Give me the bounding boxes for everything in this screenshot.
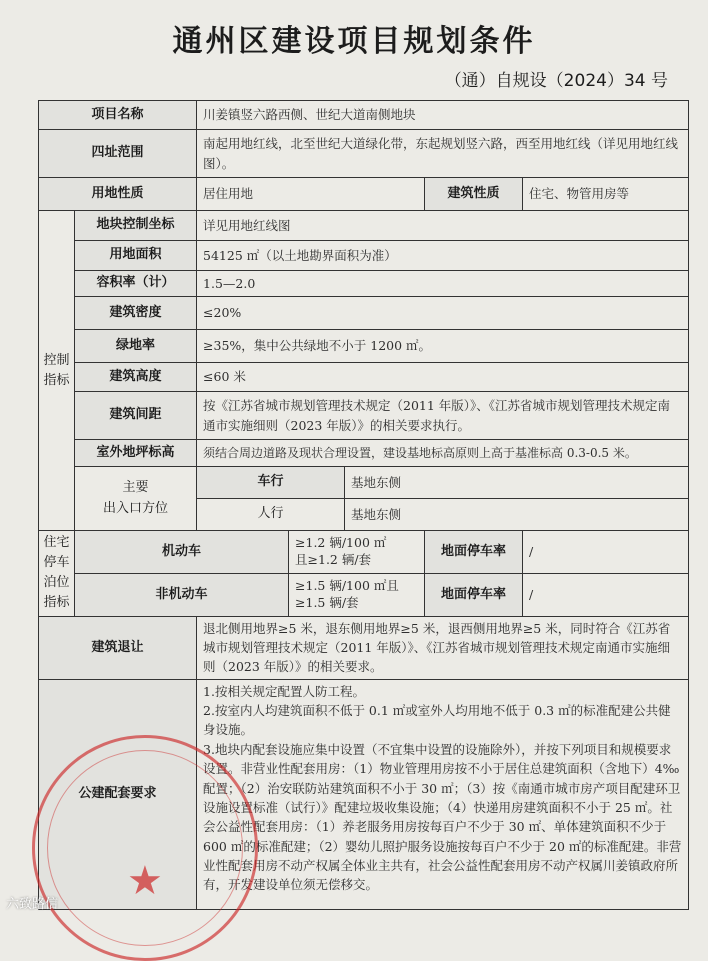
- elevation-label: 室外地坪标高: [75, 440, 197, 467]
- seal-star-icon: ★: [127, 858, 163, 904]
- control-label-1: 控制: [43, 353, 70, 368]
- pedestrian-label: 人行: [197, 499, 345, 531]
- motor-value-2: 且≥1.2 辆/套: [295, 551, 372, 567]
- green-value: ≥35%，集中公共绿地不小于 1200 ㎡。: [197, 330, 689, 363]
- public-item-1: 1.按相关规定配置人防工程。: [203, 683, 365, 699]
- coords-label: 地块控制坐标: [75, 211, 197, 241]
- entrance-label-2: 出入口方位: [103, 500, 169, 516]
- public-item-2: 2.按室内人均建筑面积不低于 0.1 ㎡或室外人均用地不低于 0.3 ㎡的标准配建公共健身设施。: [203, 703, 671, 738]
- building-type-label: 建筑性质: [425, 178, 523, 211]
- public-item-3: 3.地块内配套设施应集中设置（不宜集中设置的设施除外），并按下列项目和规模要求设置。非营业性配套用房：（1）物业管理用房按不小于居住总建筑面积（含地下）4‰配置；（2）治安联防站建筑面积不小于 30 ㎡；（3）按《南通市城市房产项目配建环卫设施设置标准（试行）》配建垃圾收集设施；（4）快递用房建筑面积不小于 25 ㎡。社会公益性配套用房：（1）养老服务用房按每百户不少于 30 ㎡、单体建筑面积不少于 600 ㎡的标准配建；（2）婴幼儿照护服务设施按每百户不少于 20 ㎡的标准配建。非营业性配套用房不动产权属全体业主共有，社会公益性配套用房不动产权属川姜镇政府所有，开发建设单位须无偿移交。: [203, 741, 682, 893]
- setback-value: 退北侧用地界≥5 米，退东侧用地界≥5 米，退西侧用地界≥5 米，同时符合《江苏省城市规划管理技术规定（2011 年版）》、《江苏省城市规划管理技术规定南通市实施细则（2023 年版）》的相关要求。: [197, 616, 689, 679]
- density-label: 建筑密度: [75, 297, 197, 330]
- project-name-value: 川姜镇竖六路西侧、世纪大道南侧地块: [197, 101, 689, 130]
- parking-label-1: 住宅: [43, 535, 70, 550]
- watermark: 六致路信: [6, 897, 59, 912]
- pedestrian-value: 基地东侧: [345, 499, 689, 531]
- row-far: [39, 271, 689, 297]
- row-green: [39, 330, 689, 363]
- control-indicators-group: [39, 211, 75, 531]
- land-use-label: 用地性质: [39, 178, 197, 211]
- row-spacing: [39, 392, 689, 440]
- row-parking-nonmotor: [39, 573, 689, 616]
- project-name-label: 项目名称: [39, 101, 197, 130]
- public-facilities-label: 公建配套要求: [39, 679, 197, 909]
- entrance-label-1: 主要: [122, 480, 149, 496]
- height-value: ≤60 米: [197, 363, 689, 392]
- document-number: （通）自规设（2024）34 号: [444, 71, 668, 91]
- motor-value-1: ≥1.2 辆/100 ㎡: [295, 535, 387, 551]
- row-height: [39, 363, 689, 392]
- building-type-value: 住宅、物管用房等: [523, 178, 689, 211]
- nonmotor-label: 非机动车: [75, 573, 289, 616]
- green-label: 绿地率: [75, 330, 197, 363]
- vehicle-value: 基地东侧: [345, 467, 689, 499]
- elevation-value: 须结合周边道路及现状合理设置，建设基地标高原则上高于基准标高 0.3-0.5 米。: [197, 440, 689, 467]
- motor-value: [289, 531, 425, 574]
- far-label: 容积率（计）: [75, 271, 197, 297]
- row-area: [39, 241, 689, 271]
- nonmotor-value-1: ≥1.5 辆/100 ㎡且: [295, 577, 399, 593]
- nonmotor-surface-label: 地面停车率: [425, 573, 523, 616]
- entrance-label: [75, 467, 197, 531]
- motor-surface-value: /: [523, 531, 689, 574]
- page-title: 通州区建设项目规划条件: [172, 24, 536, 59]
- area-value: 54125 ㎡（以土地勘界面积为准）: [197, 241, 689, 271]
- motor-label: 机动车: [75, 531, 289, 574]
- row-coords: [39, 211, 689, 241]
- planning-conditions-table: [38, 100, 689, 910]
- row-public-facilities: [39, 679, 689, 909]
- row-project-name: [39, 101, 689, 130]
- row-entrance-vehicle: [39, 467, 689, 499]
- motor-surface-label: 地面停车率: [425, 531, 523, 574]
- boundary-value: 南起用地红线，北至世纪大道绿化带，东起规划竖六路，西至用地红线（详见用地红线图）。: [197, 130, 689, 178]
- control-label-2: 指标: [43, 372, 70, 388]
- nonmotor-value-2: ≥1.5 辆/套: [295, 594, 359, 610]
- boundary-label: 四址范围: [39, 130, 197, 178]
- far-value: 1.5—2.0: [197, 271, 689, 297]
- setback-label: 建筑退让: [39, 616, 197, 679]
- row-setback: [39, 616, 689, 679]
- row-density: [39, 297, 689, 330]
- public-facilities-value: [197, 679, 689, 909]
- nonmotor-value: [289, 573, 425, 616]
- coords-value: 详见用地红线图: [197, 211, 689, 241]
- row-parking-motor: [39, 531, 689, 574]
- parking-label: [39, 531, 75, 617]
- nonmotor-surface-value: /: [523, 573, 689, 616]
- row-land-use: [39, 178, 689, 211]
- height-label: 建筑高度: [75, 363, 197, 392]
- area-label: 用地面积: [75, 241, 197, 271]
- spacing-value: 按《江苏省城市规划管理技术规定（2011 年版）》、《江苏省城市规划管理技术规定南通市实施细则（2023 年版）》的相关要求执行。: [197, 392, 689, 440]
- spacing-label: 建筑间距: [75, 392, 197, 440]
- density-value: ≤20%: [197, 297, 689, 330]
- vehicle-label: 车行: [197, 467, 345, 499]
- row-boundary: [39, 130, 689, 178]
- land-use-value: 居住用地: [197, 178, 425, 211]
- row-elevation: [39, 440, 689, 467]
- parking-label-2: 停车泊位指标: [43, 555, 70, 611]
